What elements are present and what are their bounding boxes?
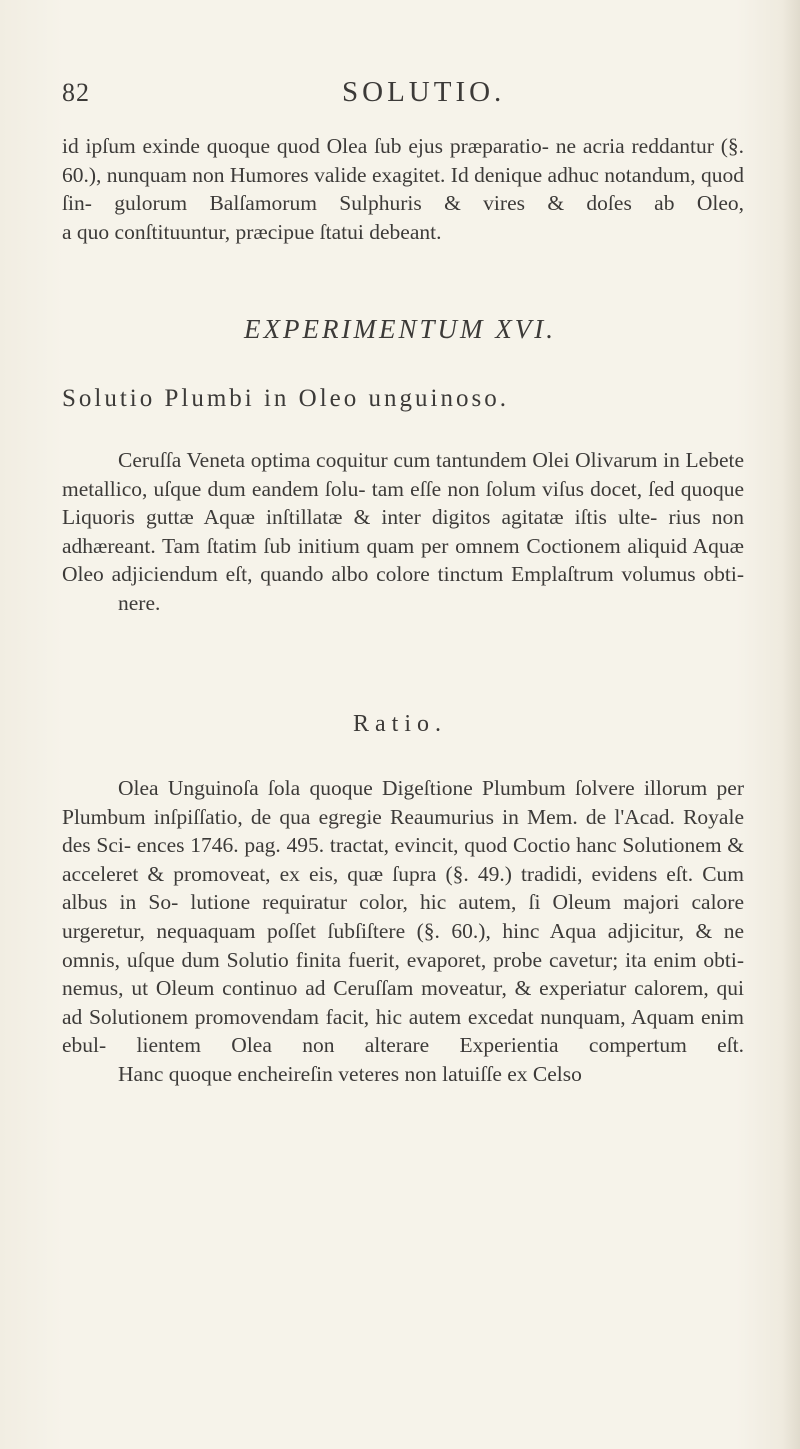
text-line: facit, hic autem excedat nunquam, Aquam enim ebul- [62, 1004, 744, 1058]
text-line: Hanc quoque encheireſin veteres non latuiſſe ex Celso [118, 1061, 582, 1086]
text-line: hinc Aqua adjicitur, & ne omnis, uſque dum Solutio [62, 918, 744, 972]
text-line: tam eſſe non ſolum viſus docet, ſed quoque Liquoris [62, 476, 744, 530]
text-line: gulorum Balſamorum Sulphuris & vires & doſes ab Oleo, [114, 191, 745, 216]
text-line: id ipſum exinde quoque quod Olea ſub ejus præparatio- [62, 134, 549, 158]
text-line: omnem Coctionem aliquid Aquæ Oleo adjiciendum eſt, [62, 533, 744, 587]
running-head: SOLUTIO. [342, 76, 506, 108]
text-line: quando albo colore tinctum Emplaſtrum volumus obti- [260, 562, 744, 587]
text-line: ences 1746. pag. 495. tractat, evincit, quod Coctio [136, 833, 571, 858]
text-line: hanc Solutionem & acceleret & promoveat, ex eis, quæ [62, 833, 745, 886]
text-line: guttæ Aquæ inſtillatæ & inter digitos agitatæ iſtis ulte- [145, 505, 658, 530]
experiment-subtitle: Solutio Plumbi in Oleo unguinoso. [62, 385, 509, 412]
text-line: Reaumurius in Mem. de l'Acad. Royale des Sci- [62, 804, 744, 858]
text-line: finita fuerit, evaporet, probe cavetur; ita enim obti- [295, 947, 744, 972]
experiment-paragraph [62, 446, 744, 618]
text-line: Olea Unguinoſa ſola quoque Digeſtione Plumbum [118, 776, 566, 800]
text-line: nere. [118, 590, 161, 615]
page-number: 82 [62, 78, 90, 107]
text-line: lientem Olea non alterare Experientia compertum eſt. [136, 1033, 744, 1058]
text-line: ſupra (§. 49.) tradidi, evidens eſt. Cum albus in So- [62, 861, 745, 915]
text-line: lutione requiratur color, hic autem, ſi Oleum majori [190, 890, 680, 915]
experiment-text [62, 446, 744, 618]
intro-text [62, 132, 744, 246]
text-line: ſolvere illorum per Plumbum inſpiſſatio, de qua egregie [62, 776, 744, 829]
text-line: rius non adhæreant. Tam ſtatim ſub initium quam per [62, 505, 745, 558]
text-line: ne acria reddantur (§. 60.), nunquam non Humores [62, 134, 745, 187]
intro-paragraph [62, 132, 744, 246]
text-line: calore urgeretur, nequaquam poſſet ſubſiſtere (§. 60.), [62, 890, 745, 943]
text-line: a quo conſtituuntur, præcipue ſtatui debeant. [62, 219, 442, 244]
text-line: Olivarum in Lebete metallico, uſque dum eandem ſolu- [62, 448, 744, 501]
text-line: & experiatur calorem, qui ad Solutionem promovendam [62, 976, 745, 1029]
ratio-heading: Ratio. [353, 711, 447, 737]
page-header [62, 76, 742, 116]
text-line: valide exagitet. Id denique adhuc notandum, quod ſin- [62, 162, 745, 216]
experimentum-heading: EXPERIMENTUM XVI. [244, 314, 556, 344]
text-line: nemus, ut Oleum continuo ad Ceruſſam moveatur, [62, 976, 507, 1001]
ratio-paragraph [62, 774, 744, 1089]
text-line: Ceruſſa Veneta optima coquitur cum tantundem Olei [118, 448, 570, 472]
ratio-text [62, 774, 744, 1089]
